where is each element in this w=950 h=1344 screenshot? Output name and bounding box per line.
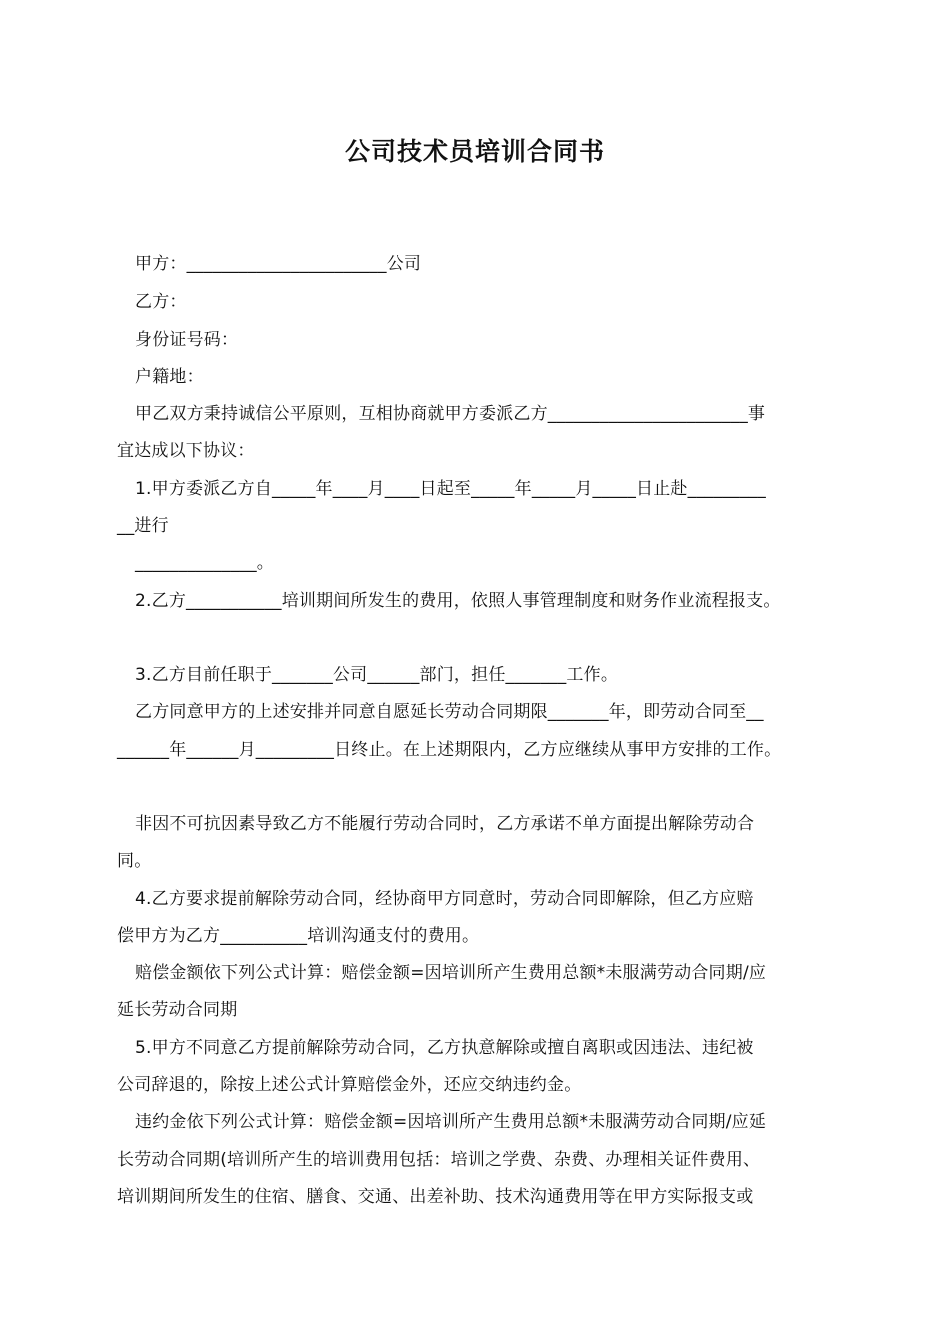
force-majeure-line: 非因不可抗因素导致乙方不能履行劳动合同时，乙方承诺不单方面提出解除劳动合 (135, 814, 755, 834)
clause-3-line: ______年______月_________日终止。在上述期限内，乙方应继续从事甲方安排的工作。 (117, 740, 782, 760)
penalty-formula-line: 培训期间所发生的住宿、膳食、交通、出差补助、技术沟通费用等在甲方实际报支或 (117, 1187, 754, 1207)
preamble-line: 甲乙双方秉持诚信公平原则，互相协商就甲方委派乙方_______________________事 (135, 404, 766, 424)
clause-1-line: 1.甲方委派乙方自_____年____月____日起至_____年_____月_____日止赴_________ (135, 479, 766, 499)
clause-4-line: 偿甲方为乙方__________培训沟通支付的费用。 (117, 926, 480, 946)
party-a-line: 甲方：_______________________公司 (135, 254, 422, 274)
clause-1-line: ______________。 (135, 553, 274, 573)
preamble-line: 宜达成以下协议： (117, 441, 255, 461)
party-b-line: 乙方： (135, 292, 187, 312)
clause-5-line: 公司辞退的，除按上述公式计算赔偿金外，还应交纳违约金。 (117, 1075, 582, 1095)
domicile-line: 户籍地： (135, 367, 204, 387)
penalty-formula-line: 长劳动合同期(培训所产生的培训费用包括：培训之学费、杂费、办理相关证件费用、 (117, 1150, 761, 1170)
document-title: 公司技术员培训合同书 (344, 137, 605, 166)
compensation-formula-line: 延长劳动合同期 (117, 1000, 238, 1020)
clause-3-line: 3.乙方目前任职于_______公司______部门，担任_______工作。 (135, 665, 619, 685)
clause-2-line: 2.乙方___________培训期间所发生的费用，依照人事管理制度和财务作业流程报支。 (135, 591, 781, 611)
id-number-line: 身份证号码： (135, 330, 239, 350)
clause-1-line: __进行 (117, 516, 169, 536)
force-majeure-line: 同。 (117, 851, 152, 871)
clause-5-line: 5.甲方不同意乙方提前解除劳动合同，乙方执意解除或擅自离职或因违法、违纪被 (135, 1038, 754, 1058)
clause-3-line: 乙方同意甲方的上述安排并同意自愿延长劳动合同期限_______年，即劳动合同至__ (135, 702, 764, 722)
clause-4-line: 4.乙方要求提前解除劳动合同，经协商甲方同意时，劳动合同即解除，但乙方应赔 (135, 889, 754, 909)
compensation-formula-line: 赔偿金额依下列公式计算：赔偿金额=因培训所产生费用总额*未服满劳动合同期/应 (135, 963, 767, 983)
penalty-formula-line: 违约金依下列公式计算：赔偿金额=因培训所产生费用总额*未服满劳动合同期/应延 (135, 1112, 767, 1132)
